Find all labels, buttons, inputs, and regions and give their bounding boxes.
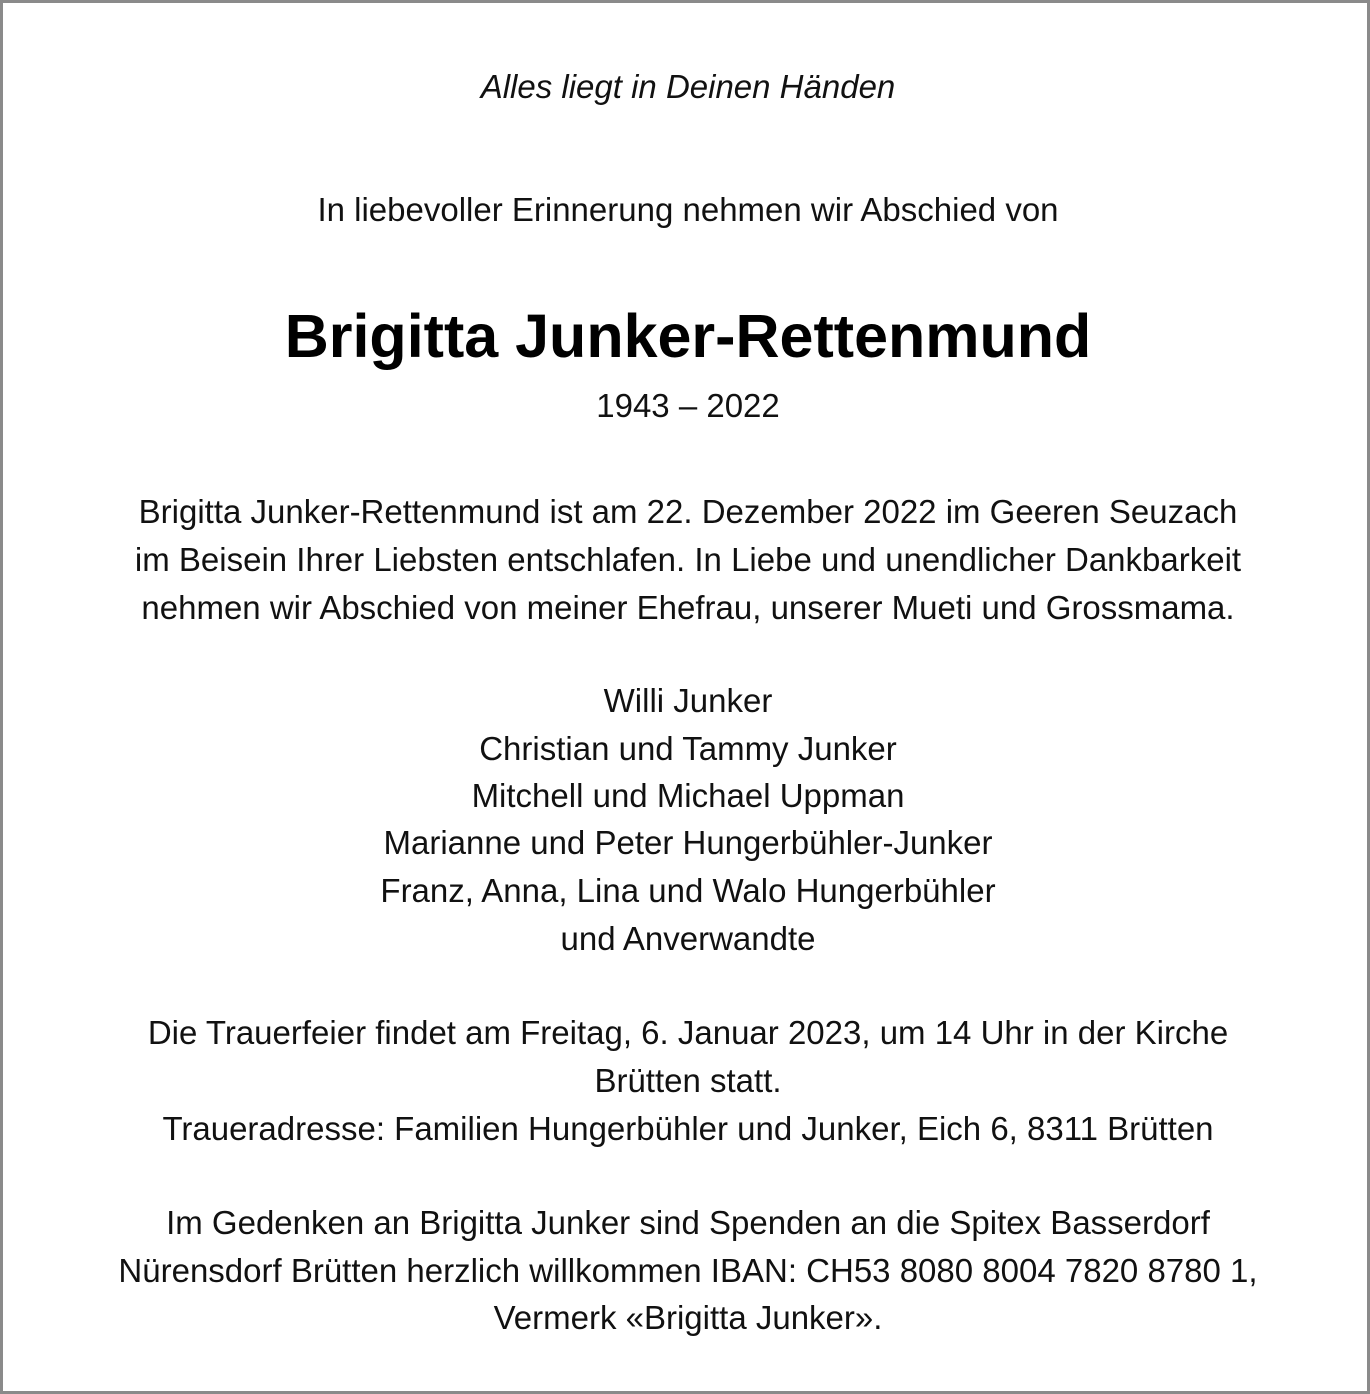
donation-line: Vermerk «Brigitta Junker». bbox=[493, 1299, 883, 1336]
mourning-address: Traueradresse: Familien Hungerbühler und Junker, Eich 6, 8311 Brütten bbox=[162, 1110, 1214, 1147]
announcement-line: Brigitta Junker-Rettenmund ist am 22. Dezember 2022 im Geeren Seuzach bbox=[138, 493, 1238, 530]
life-years: 1943 – 2022 bbox=[596, 387, 780, 424]
announcement-line: nehmen wir Abschied von meiner Ehefrau, unserer Mueti und Grossmama. bbox=[141, 589, 1235, 626]
announcement-line: im Beisein Ihrer Liebsten entschlafen. In Liebe und unendlicher Dankbarkeit bbox=[134, 541, 1242, 578]
mourner-line: Marianne und Peter Hungerbühler-Junker bbox=[383, 824, 993, 861]
service-line: Brütten statt. bbox=[594, 1062, 782, 1099]
intro-text: In liebevoller Erinnerung nehmen wir Abschied von bbox=[317, 191, 1059, 228]
mourner-line: Willi Junker bbox=[603, 682, 773, 719]
donation-line: Im Gedenken an Brigitta Junker sind Spenden an die Spitex Basserdorf bbox=[166, 1204, 1210, 1241]
mourner-line: Christian und Tammy Junker bbox=[479, 730, 897, 767]
motto: Alles liegt in Deinen Händen bbox=[480, 68, 896, 105]
donation-line: Nürensdorf Brütten herzlich willkommen IBAN: CH53 8080 8004 7820 8780 1, bbox=[118, 1252, 1258, 1289]
mourner-line: Mitchell und Michael Uppman bbox=[471, 777, 905, 814]
mourner-line: Franz, Anna, Lina und Walo Hungerbühler bbox=[380, 872, 996, 909]
deceased-name: Brigitta Junker-Rettenmund bbox=[284, 302, 1092, 370]
service-line: Die Trauerfeier findet am Freitag, 6. Januar 2023, um 14 Uhr in der Kirche bbox=[147, 1014, 1229, 1051]
mourner-line: und Anverwandte bbox=[560, 920, 816, 957]
